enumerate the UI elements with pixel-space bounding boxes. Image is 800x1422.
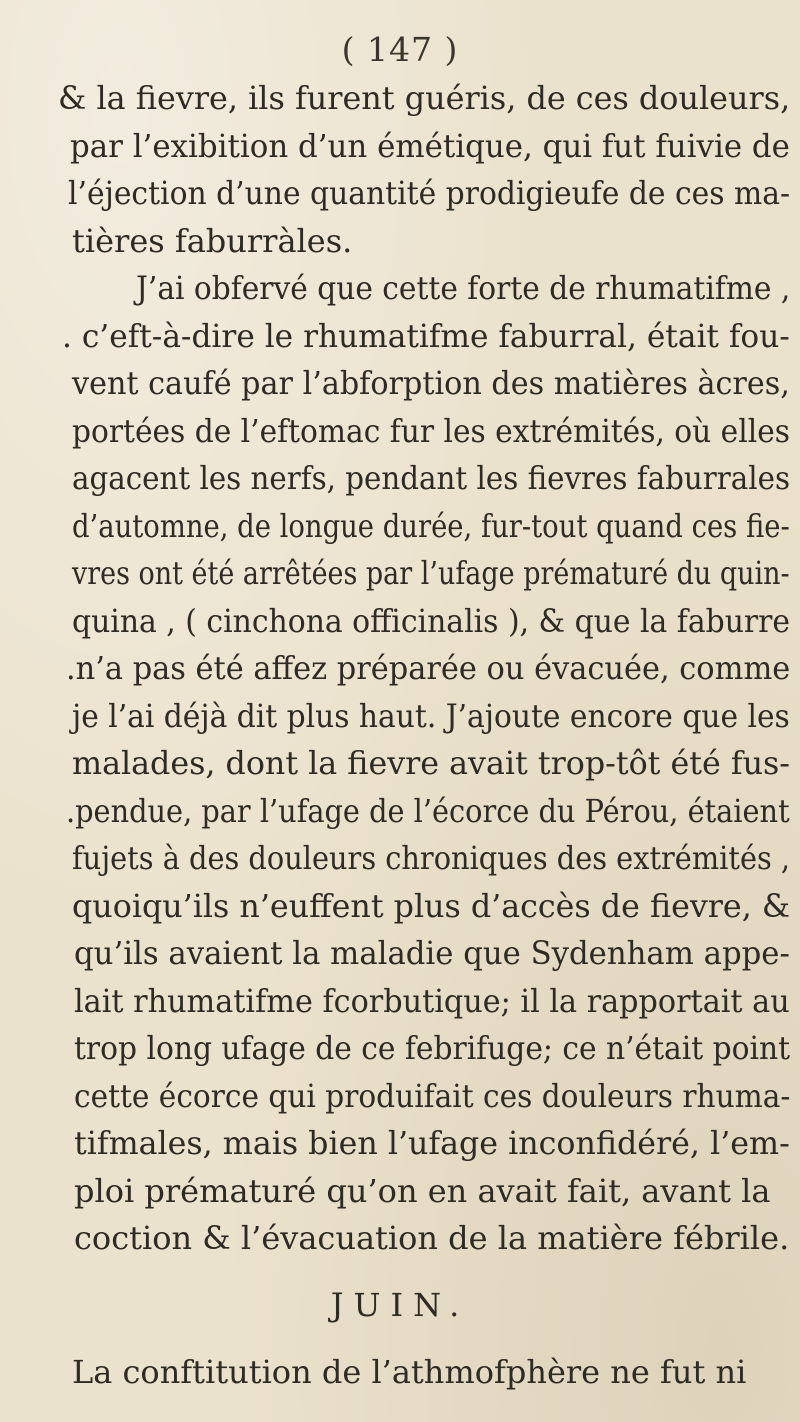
text-line: agacent les nerfs, pendant les fievres faburrales [72, 459, 790, 497]
text-line: tières faburràles. [72, 222, 353, 260]
text-line: qu’ils avaient la maladie que Sydenham appe- [74, 934, 790, 972]
text-line: fujets à des douleurs chroniques des extrémités , [72, 839, 791, 877]
text-line: J’ai obfervé que cette forte de rhumatifme , [136, 269, 791, 307]
text-line: La conftitution de l’athmofphère ne fut ni [72, 1353, 747, 1391]
text-line: d’automne, de longue durée, fur-tout quand ces fie- [72, 507, 790, 545]
text-line: malades, dont la fievre avait trop-tôt été fus- [72, 744, 791, 782]
text-line: . c’eft-à-dire le rhumatifme faburral, était fou- [62, 317, 790, 355]
text-line: .pendue, par l’ufage de l’écorce du Pérou, étaient [66, 792, 790, 830]
text-line: & la fievre, ils furent guéris, de ces douleurs, [58, 79, 791, 117]
text-line: lait rhumatifme fcorbutique; il la rapportait au [74, 982, 790, 1020]
text-line: quoiqu’ils n’euffent plus d’accès de fievre, & [72, 887, 791, 925]
text-line: cette écorce qui produifait ces douleurs rhuma- [74, 1077, 791, 1115]
text-line: vres ont été arrêtées par l’ufage prématuré du quin- [72, 554, 790, 592]
text-line: .n’a pas été affez préparée ou évacuée, comme [66, 649, 791, 687]
text-line: l’éjection d’une quantité prodigieufe de ces ma- [68, 174, 791, 212]
text-line: trop long ufage de ce febrifuge; ce n’était point [74, 1029, 791, 1067]
text-line: portées de l’eftomac fur les extrémités, où elles [72, 412, 790, 450]
text-line: par l’exibition d’un émétique, qui fut fuivie de [70, 127, 790, 165]
text-line: ploi prématuré qu’on en avait fait, avant la [74, 1172, 771, 1210]
text-line: vent caufé par l’abforption des matières àcres, [72, 364, 790, 402]
text-line: je l’ai déjà dit plus haut. J’ajoute encore que les [72, 697, 790, 735]
page-number: ( 147 ) [341, 30, 459, 69]
text-line: tifmales, mais bien l’ufage inconfidéré, l’em- [74, 1124, 790, 1162]
text-line: coction & l’évacuation de la matière fébrile. [74, 1219, 790, 1257]
section-heading: JUIN. [330, 1286, 470, 1324]
text-line: quina , ( cinchona officinalis ), & que la faburre [72, 602, 791, 640]
